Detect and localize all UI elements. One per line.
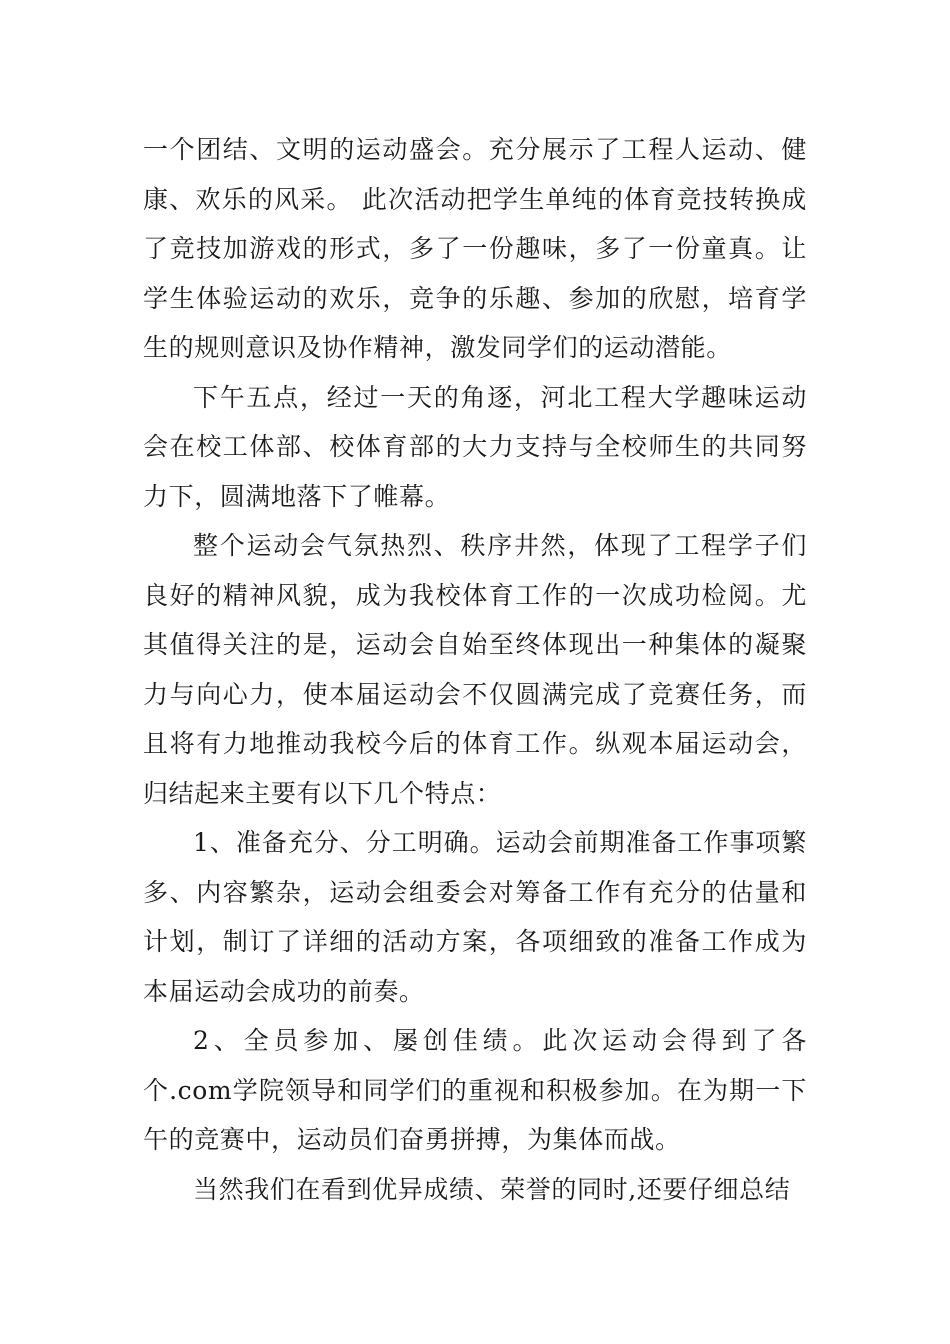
document-body — [143, 125, 807, 1214]
paragraph-4: 1、准备充分、分工明确。运动会前期准备工作事项繁多、内容繁杂，运动会组委会对筹备工作有充分的估量和计划，制订了详细的活动方案，各项细致的准备工作成为本届运动会成功的前奏。 — [143, 828, 807, 1006]
paragraph-1: 一个团结、文明的运动盛会。充分展示了工程人运动、健康、欢乐的风采。 此次活动把学生单纯的体育竞技转换成了竞技加游戏的形式，多了一份趣味，多了一份童真。让学生体验运动的欢乐，竞争的乐趣、参加的欣慰，培育学生的规则意识及协作精神，激发同学们的运动潜能。 — [143, 135, 807, 362]
paragraph-2: 下午五点，经过一天的角逐，河北工程大学趣味运动会在校工体部、校体育部的大力支持与全校师生的共同努力下，圆满地落下了帷幕。 — [143, 382, 807, 511]
paragraph-5: 2、全员参加、屡创佳绩。此次运动会得到了各个.com学院领导和同学们的重视和积极参加。在为期一下午的竞赛中，运动员们奋勇拼搏，为集体而战。 — [143, 1026, 807, 1154]
paragraph-3: 整个运动会气氛热烈、秩序井然，体现了工程学子们良好的精神风貌，成为我校体育工作的一次成功检阅。尤其值得关注的是，运动会自始至终体现出一种集体的凝聚力与向心力，使本届运动会不仅圆满完成了竞赛任务，而且将有力地推动我校今后的体育工作。纵观本届运动会，归结起来主要有以下几个特点： — [143, 531, 807, 808]
paragraph-6: 当然我们在看到优异成绩、荣誉的同时,还要仔细总结 — [193, 1174, 791, 1204]
